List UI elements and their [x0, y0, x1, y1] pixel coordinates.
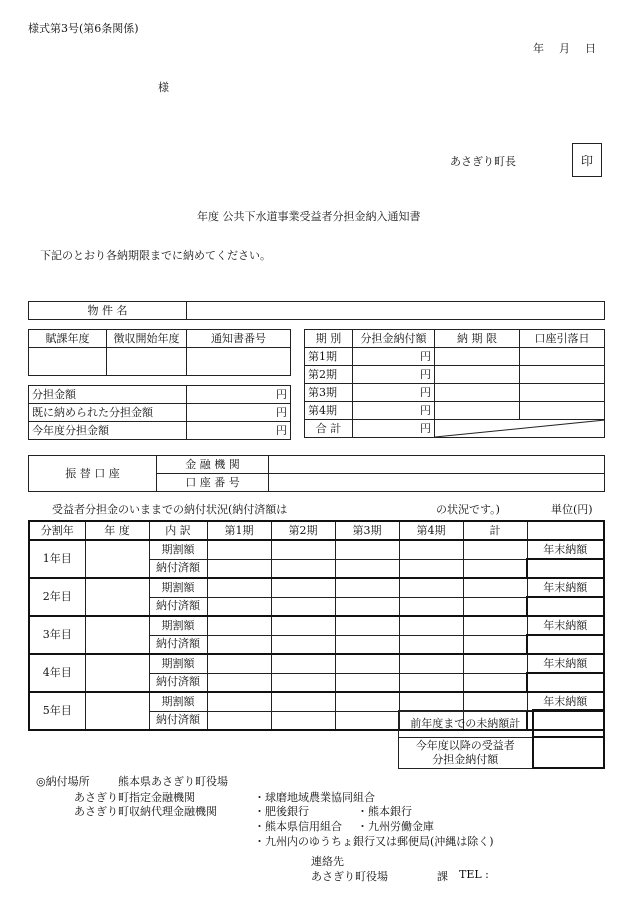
history-cell[interactable]	[463, 578, 527, 597]
year-end-value[interactable]	[527, 597, 604, 616]
payment-place-value: 熊本県あさぎり町役場	[118, 775, 228, 788]
period1-header: 第1期	[207, 521, 271, 540]
amounts-table	[28, 385, 291, 440]
year-end-label: 年末納額	[527, 578, 604, 597]
designated-bank-label: あさぎり町指定金融機関	[74, 791, 195, 804]
history-cell[interactable]	[207, 578, 271, 597]
history-cell[interactable]	[271, 616, 335, 635]
history-cell[interactable]	[399, 673, 463, 692]
history-table	[28, 520, 605, 731]
history-cell[interactable]	[271, 635, 335, 654]
history-cell[interactable]	[207, 635, 271, 654]
history-cell[interactable]	[463, 673, 527, 692]
history-cell[interactable]	[207, 711, 271, 730]
amount-unit: 円	[187, 422, 291, 440]
date-month: 月	[559, 42, 570, 55]
paid-label: 納付済額	[149, 597, 207, 616]
levy-table	[28, 329, 291, 376]
history-cell[interactable]	[335, 711, 399, 730]
fiscal-year-cell[interactable]	[85, 540, 149, 578]
history-cell[interactable]	[463, 654, 527, 673]
status-text-left: 受益者分担金のいままでの納付状況(納付済額は	[52, 503, 288, 516]
history-cell[interactable]	[207, 654, 271, 673]
paid-label: 納付済額	[149, 711, 207, 730]
period-label: 第3期	[305, 384, 353, 402]
form-number: 様式第3号(第6条関係)	[28, 22, 139, 35]
arrears-label: 前年度までの未納額計	[399, 710, 533, 737]
history-cell[interactable]	[335, 559, 399, 578]
account-value[interactable]	[269, 474, 605, 492]
period-amount-unit: 円	[353, 384, 435, 402]
debit-date-cell[interactable]	[520, 366, 605, 384]
contact-tel: TEL :	[459, 868, 489, 881]
bank-item: ・熊本県信用組合	[254, 820, 342, 833]
split-year-header: 分割年	[29, 521, 85, 540]
history-cell[interactable]	[271, 692, 335, 711]
due-date-cell[interactable]	[435, 384, 520, 402]
history-cell[interactable]	[335, 578, 399, 597]
history-cell[interactable]	[399, 654, 463, 673]
fiscal-year-header: 年 度	[85, 521, 149, 540]
agency-bank-label: あさぎり町収納代理金融機関	[74, 805, 217, 818]
future-payment-value[interactable]	[533, 737, 605, 768]
date-day: 日	[585, 42, 596, 55]
year-label: 1年目	[29, 540, 85, 578]
year-end-label: 年末納額	[527, 616, 604, 635]
payment-place-label: ◎納付場所	[36, 775, 90, 788]
history-cell[interactable]	[399, 540, 463, 559]
notice-number-header: 通知書番号	[187, 330, 291, 348]
history-cell[interactable]	[399, 616, 463, 635]
bank-value[interactable]	[269, 456, 605, 474]
property-value[interactable]	[187, 302, 605, 320]
seal-box	[572, 143, 602, 177]
history-cell[interactable]	[463, 616, 527, 635]
installment-label: 期割額	[149, 654, 207, 673]
payment-amount-header: 分担金納付額	[353, 330, 435, 348]
debit-date-header: 口座引落日	[520, 330, 605, 348]
history-cell[interactable]	[399, 597, 463, 616]
breakdown-header: 内 訳	[149, 521, 207, 540]
document-title: 年度 公共下水道事業受益者分担金納入通知書	[197, 210, 421, 223]
transfer-label: 振 替 口 座	[29, 456, 157, 492]
due-date-cell[interactable]	[435, 366, 520, 384]
future-payment-label	[399, 737, 533, 768]
period-amount-unit: 円	[353, 402, 435, 420]
period-header: 期 別	[305, 330, 353, 348]
history-cell[interactable]	[463, 635, 527, 654]
history-cell[interactable]	[463, 597, 527, 616]
history-cell[interactable]	[207, 540, 271, 559]
year-label: 3年目	[29, 616, 85, 654]
period-label: 第1期	[305, 348, 353, 366]
installment-label: 期割額	[149, 692, 207, 711]
total-label: 合 計	[305, 420, 353, 438]
history-cell[interactable]	[399, 578, 463, 597]
installment-label: 期割額	[149, 578, 207, 597]
year-end-label: 年末納額	[527, 540, 604, 559]
fiscal-year-cell[interactable]	[85, 578, 149, 616]
fiscal-year-cell[interactable]	[85, 654, 149, 692]
history-cell[interactable]	[335, 616, 399, 635]
year-label: 5年目	[29, 692, 85, 730]
history-cell[interactable]	[207, 616, 271, 635]
history-cell[interactable]	[207, 673, 271, 692]
amount-unit: 円	[187, 404, 291, 422]
property-label: 物 件 名	[29, 302, 187, 320]
transfer-table	[28, 455, 605, 492]
due-date-cell[interactable]	[435, 348, 520, 366]
history-cell[interactable]	[399, 559, 463, 578]
history-cell[interactable]	[271, 673, 335, 692]
period-label: 第4期	[305, 402, 353, 420]
notice-number-cell[interactable]	[187, 348, 291, 376]
total-header: 計	[463, 521, 527, 540]
start-year-cell[interactable]	[107, 348, 187, 376]
bank-label: 金 融 機 関	[157, 456, 269, 474]
year-end-value[interactable]	[527, 559, 604, 578]
arrears-value[interactable]	[533, 710, 605, 737]
history-cell[interactable]	[271, 559, 335, 578]
history-cell[interactable]	[335, 692, 399, 711]
bank-item: ・球磨地域農業協同組合	[254, 791, 375, 804]
history-cell[interactable]	[335, 673, 399, 692]
diagonal-line	[435, 420, 605, 438]
period4-header: 第4期	[399, 521, 463, 540]
levy-year-header: 賦課年度	[29, 330, 107, 348]
issuer-name: あさぎり町長	[450, 155, 516, 168]
year-end-header-cell	[527, 521, 604, 540]
history-cell[interactable]	[335, 654, 399, 673]
year-label: 2年目	[29, 578, 85, 616]
future-payment-line2: 分担金納付額	[432, 752, 499, 766]
amount-label: 既に納められた分担金額	[29, 404, 187, 422]
contact-office: あさぎり町役場	[311, 870, 388, 883]
history-cell[interactable]	[207, 597, 271, 616]
period-amount-unit: 円	[353, 366, 435, 384]
debit-date-cell[interactable]	[520, 402, 605, 420]
intro-text: 下記のとおり各納期限までに納めてください。	[40, 249, 271, 262]
contact-section: 課	[437, 870, 448, 883]
amount-label: 分担金額	[29, 386, 187, 404]
year-end-value[interactable]	[527, 635, 604, 654]
date-year: 年	[533, 42, 544, 55]
history-cell[interactable]	[271, 711, 335, 730]
debit-date-cell[interactable]	[520, 384, 605, 402]
history-cell[interactable]	[207, 559, 271, 578]
levy-year-cell[interactable]	[29, 348, 107, 376]
year-label: 4年目	[29, 654, 85, 692]
installment-label: 期割額	[149, 540, 207, 559]
summary-table	[398, 709, 605, 769]
future-payment-line1: 今年度以降の受益者	[415, 738, 515, 752]
history-cell[interactable]	[271, 654, 335, 673]
account-label: 口 座 番 号	[157, 474, 269, 492]
contact-label: 連絡先	[311, 855, 344, 868]
history-cell[interactable]	[335, 597, 399, 616]
bank-item: ・九州内のゆうちょ銀行又は郵便局(沖縄は除く)	[254, 835, 494, 848]
history-cell[interactable]	[271, 597, 335, 616]
debit-date-cell[interactable]	[520, 348, 605, 366]
amount-unit: 円	[187, 386, 291, 404]
seal-label: 印	[580, 153, 593, 168]
paid-label: 納付済額	[149, 559, 207, 578]
year-end-label: 年末納額	[527, 692, 604, 711]
period3-header: 第3期	[335, 521, 399, 540]
history-cell[interactable]	[271, 540, 335, 559]
property-table	[28, 301, 605, 320]
installment-label: 期割額	[149, 616, 207, 635]
total-diagonal-cell	[435, 420, 605, 438]
period-label: 第2期	[305, 366, 353, 384]
history-cell[interactable]	[207, 692, 271, 711]
year-end-value[interactable]	[527, 673, 604, 692]
period-amount-unit: 円	[353, 348, 435, 366]
fiscal-year-cell[interactable]	[85, 692, 149, 730]
total-amount-unit: 円	[353, 420, 435, 438]
period2-header: 第2期	[271, 521, 335, 540]
history-cell[interactable]	[463, 540, 527, 559]
history-cell[interactable]	[271, 578, 335, 597]
paid-label: 納付済額	[149, 673, 207, 692]
due-date-cell[interactable]	[435, 402, 520, 420]
bank-item: ・九州労働金庫	[357, 820, 434, 833]
start-year-header: 徴収開始年度	[107, 330, 187, 348]
year-end-label: 年末納額	[527, 654, 604, 673]
due-date-header: 納 期 限	[435, 330, 520, 348]
paid-label: 納付済額	[149, 635, 207, 654]
bank-item: ・熊本銀行	[357, 805, 412, 818]
history-cell[interactable]	[335, 635, 399, 654]
history-cell[interactable]	[463, 559, 527, 578]
history-cell[interactable]	[335, 540, 399, 559]
history-cell[interactable]	[399, 635, 463, 654]
bank-item: ・肥後銀行	[254, 805, 309, 818]
amount-label: 今年度分担金額	[29, 422, 187, 440]
status-unit: 単位(円)	[551, 503, 593, 516]
addressee-suffix: 様	[158, 81, 169, 94]
schedule-table	[304, 329, 605, 438]
fiscal-year-cell[interactable]	[85, 616, 149, 654]
status-text-right: の状況です。)	[436, 503, 500, 516]
